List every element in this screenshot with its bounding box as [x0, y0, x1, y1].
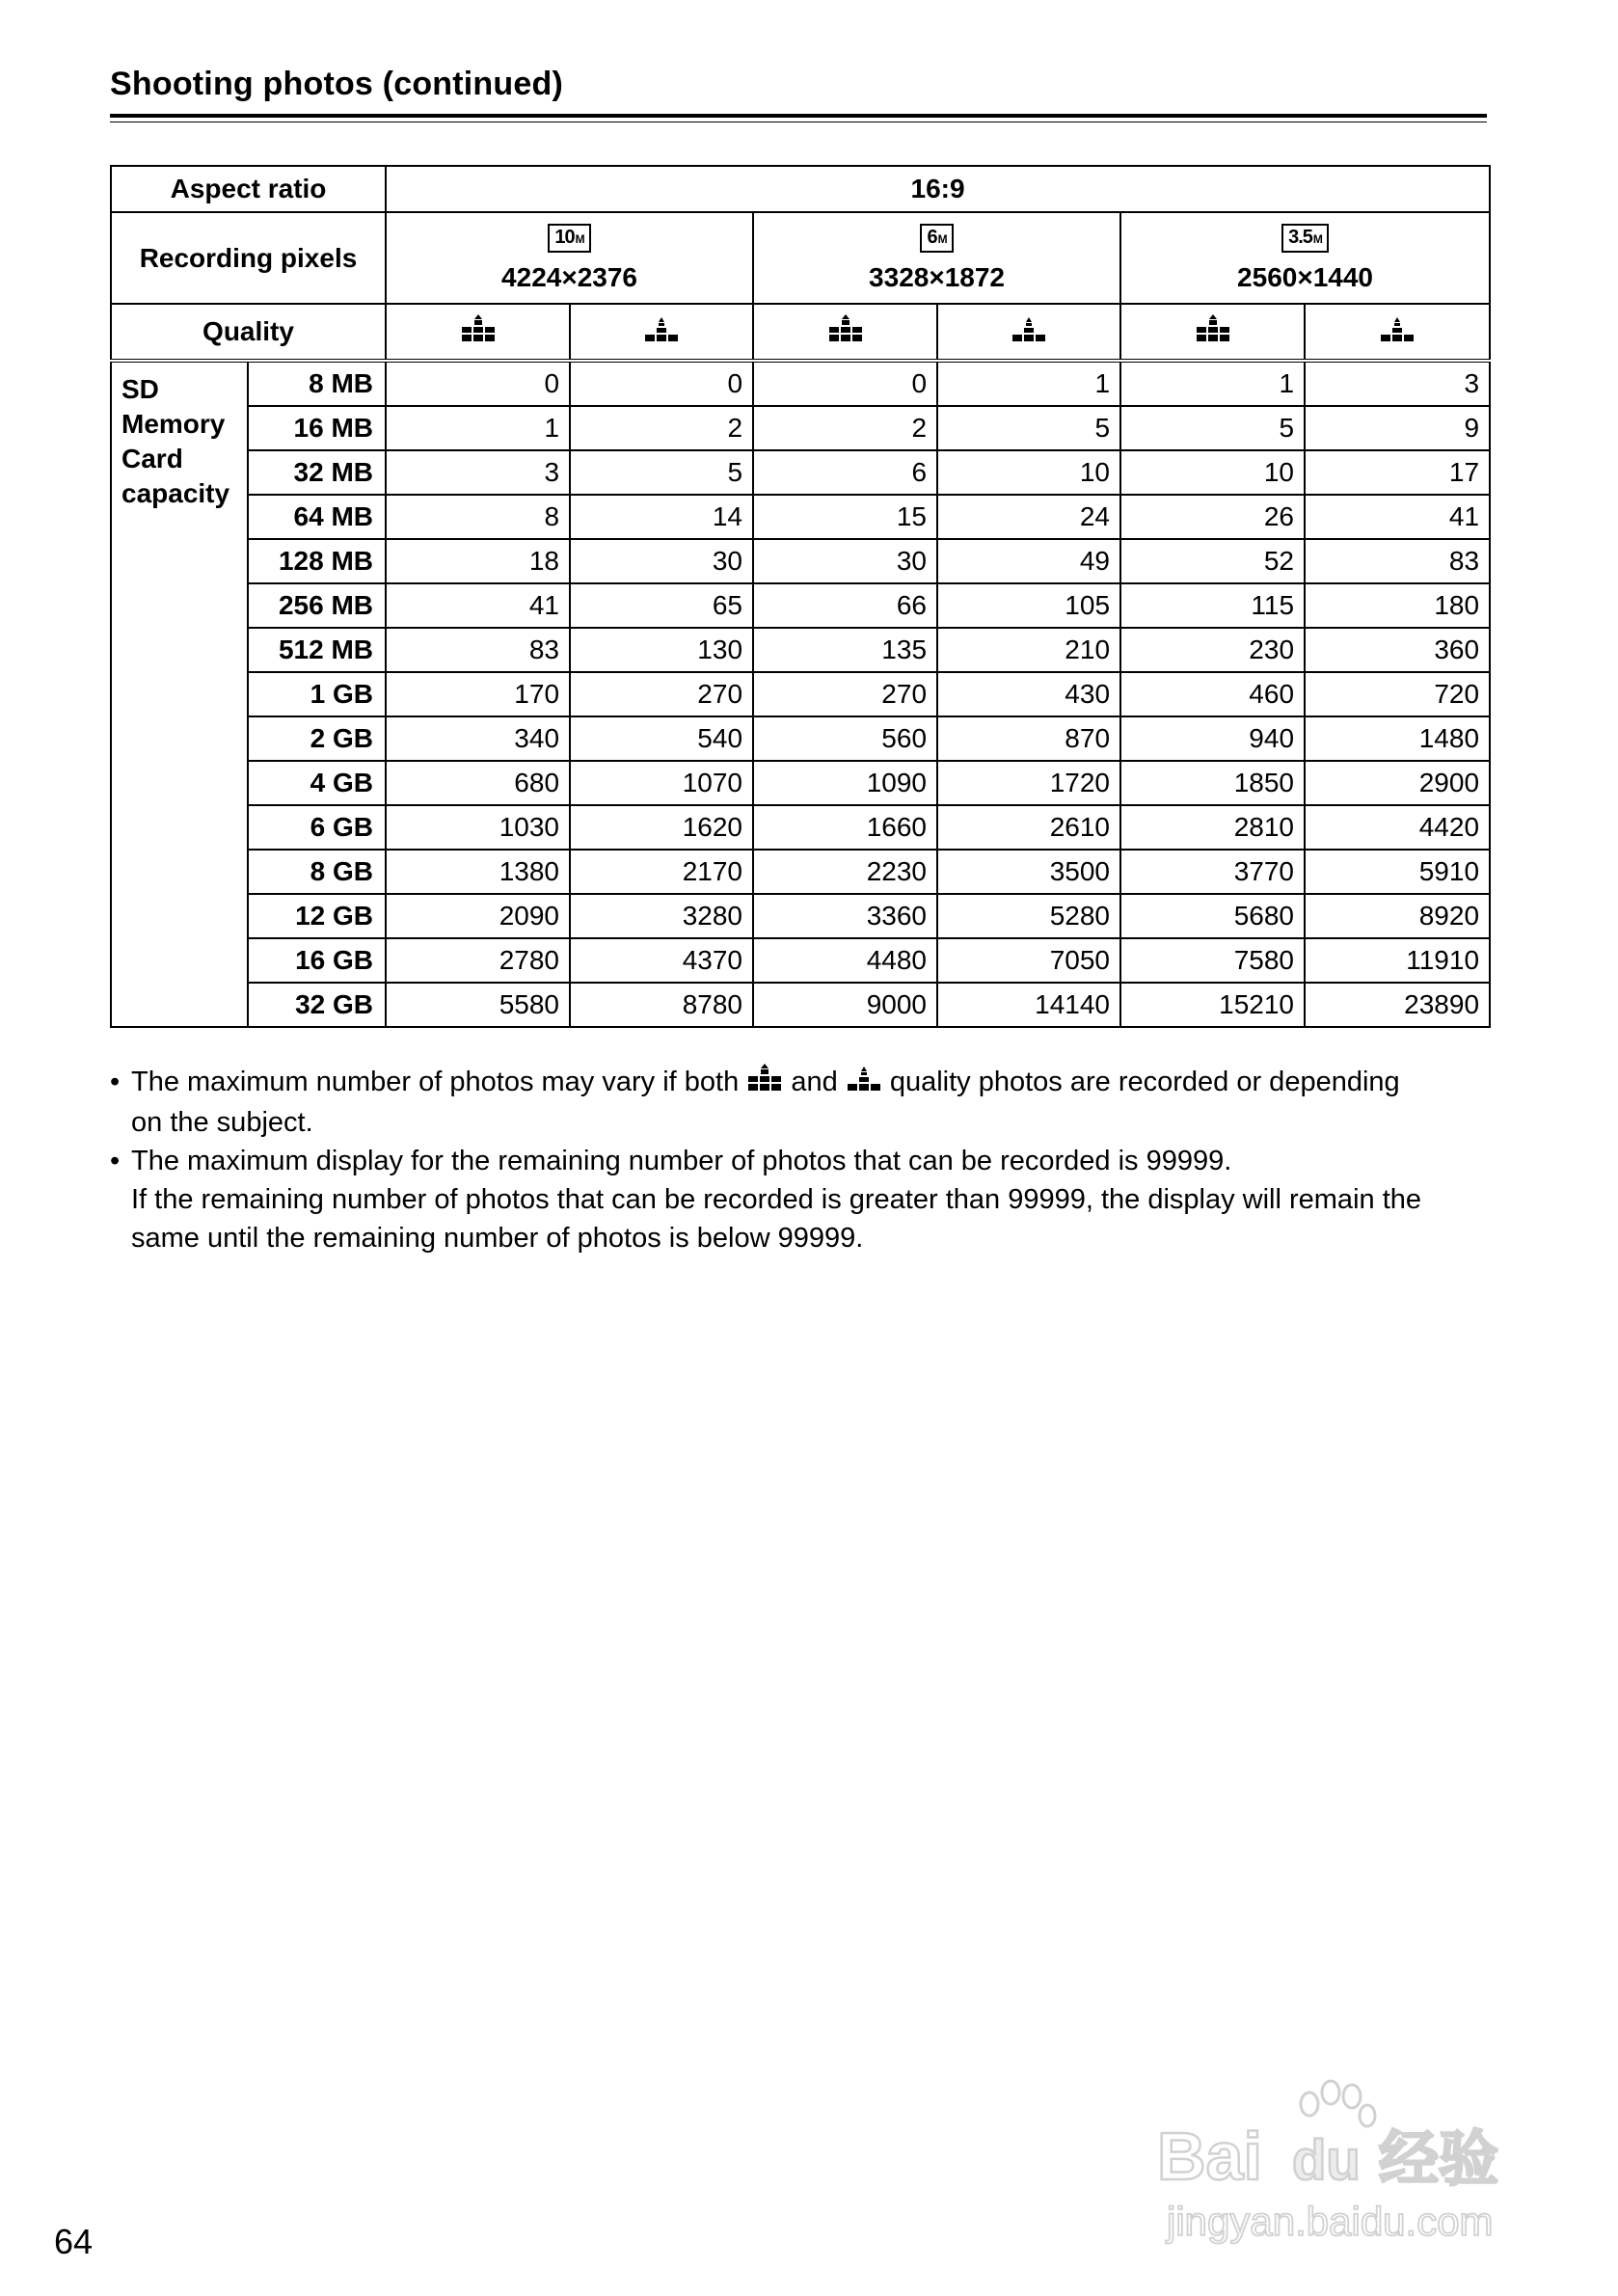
watermark-brand: Bai — [1157, 2119, 1262, 2194]
photo-count: 30 — [753, 539, 937, 583]
photo-count: 65 — [570, 583, 753, 628]
table-row — [111, 805, 1490, 850]
photo-count: 30 — [570, 539, 753, 583]
photo-count: 0 — [753, 361, 937, 406]
photo-count: 4480 — [753, 938, 937, 983]
table-row — [111, 583, 1490, 628]
photo-count: 2810 — [1120, 805, 1305, 850]
pixel-badge-icon: 6M — [920, 224, 953, 253]
photo-count: 66 — [753, 583, 937, 628]
photo-count: 10 — [937, 450, 1120, 495]
photo-count: 340 — [386, 716, 570, 761]
card-size: 16 MB — [248, 406, 386, 450]
note-text: and — [791, 1067, 838, 1097]
photo-count: 49 — [937, 539, 1120, 583]
photo-count: 3 — [386, 450, 570, 495]
photo-count: 1380 — [386, 850, 570, 894]
normal-quality-icon — [1379, 314, 1416, 350]
fine-quality-icon — [1195, 314, 1231, 350]
photo-count: 8 — [386, 495, 570, 539]
normal-quality-icon — [1011, 314, 1047, 350]
photo-count: 18 — [386, 539, 570, 583]
photo-count: 1720 — [937, 761, 1120, 805]
normal-quality-icon — [846, 1064, 882, 1103]
card-size: 12 GB — [248, 894, 386, 938]
pixel-resolution: 2560×1440 — [1237, 261, 1373, 292]
note-item — [110, 1142, 1498, 1257]
quality-cell — [753, 304, 937, 361]
card-size: 8 MB — [248, 361, 386, 406]
note-text: The maximum number of photos may vary if both — [131, 1067, 740, 1097]
card-size: 4 GB — [248, 761, 386, 805]
label-line: Card — [121, 444, 183, 473]
aspect-ratio-value: 16:9 — [386, 166, 1490, 212]
sd-card-capacity-label — [111, 361, 248, 1027]
photo-count: 24 — [937, 495, 1120, 539]
label-line: SD — [121, 374, 159, 404]
card-size: 256 MB — [248, 583, 386, 628]
photo-count: 5280 — [937, 894, 1120, 938]
photo-count: 23890 — [1305, 983, 1490, 1027]
photo-count: 1480 — [1305, 716, 1490, 761]
photo-count: 8920 — [1305, 894, 1490, 938]
table-row — [111, 495, 1490, 539]
watermark-url: jingyan.baidu.com — [1167, 2199, 1494, 2244]
photo-count: 7050 — [937, 938, 1120, 983]
aspect-ratio-label: Aspect ratio — [111, 166, 386, 212]
photo-count: 11910 — [1305, 938, 1490, 983]
pixel-resolution: 3328×1872 — [869, 261, 1005, 292]
label-line: Memory — [121, 409, 226, 439]
photo-count: 2610 — [937, 805, 1120, 850]
photo-count: 115 — [1120, 583, 1305, 628]
photo-count: 430 — [937, 672, 1120, 716]
pixel-group — [386, 212, 753, 304]
photo-count: 1660 — [753, 805, 937, 850]
photo-count: 41 — [386, 583, 570, 628]
note-text: on the subject. — [131, 1106, 313, 1138]
pixel-resolution: 4224×2376 — [501, 261, 637, 292]
photo-count: 720 — [1305, 672, 1490, 716]
card-size: 16 GB — [248, 938, 386, 983]
photo-count: 1090 — [753, 761, 937, 805]
table-row — [111, 983, 1490, 1027]
photo-count: 680 — [386, 761, 570, 805]
photo-count: 2090 — [386, 894, 570, 938]
photo-count: 105 — [937, 583, 1120, 628]
page-number: 64 — [54, 2222, 94, 2261]
card-size: 128 MB — [248, 539, 386, 583]
watermark-brand-2: du — [1292, 2129, 1361, 2192]
photo-count: 41 — [1305, 495, 1490, 539]
pixel-group — [1120, 212, 1490, 304]
photo-count: 3360 — [753, 894, 937, 938]
photo-count: 870 — [937, 716, 1120, 761]
fine-quality-icon — [746, 1064, 783, 1103]
photo-count: 180 — [1305, 583, 1490, 628]
page-title: Shooting photos (continued) — [110, 66, 563, 102]
photo-count: 5 — [570, 450, 753, 495]
photo-count: 1620 — [570, 805, 753, 850]
photo-count: 2170 — [570, 850, 753, 894]
photo-count: 9000 — [753, 983, 937, 1027]
card-size: 8 GB — [248, 850, 386, 894]
photo-count: 10 — [1120, 450, 1305, 495]
quality-label: Quality — [111, 304, 386, 361]
table-row — [111, 450, 1490, 495]
photo-count: 5910 — [1305, 850, 1490, 894]
table-row — [111, 894, 1490, 938]
photo-count: 270 — [570, 672, 753, 716]
pixel-badge-icon: 10M — [548, 224, 590, 253]
photo-count: 2 — [753, 406, 937, 450]
photo-count: 1 — [1120, 361, 1305, 406]
photo-count: 3770 — [1120, 850, 1305, 894]
fine-quality-icon — [460, 314, 497, 350]
photo-count: 9 — [1305, 406, 1490, 450]
photo-count: 7580 — [1120, 938, 1305, 983]
bullet: • — [110, 1145, 121, 1176]
photo-count: 26 — [1120, 495, 1305, 539]
photo-count: 83 — [1305, 539, 1490, 583]
photo-count: 460 — [1120, 672, 1305, 716]
photo-count: 135 — [753, 628, 937, 672]
card-size: 64 MB — [248, 495, 386, 539]
normal-quality-icon — [643, 314, 680, 350]
quality-cell — [386, 304, 570, 361]
note-text: The maximum display for the remaining number of photos that can be recorded is 99999. — [131, 1145, 1232, 1176]
photo-count: 540 — [570, 716, 753, 761]
note-item — [110, 1063, 1498, 1142]
card-size: 6 GB — [248, 805, 386, 850]
photo-count: 4420 — [1305, 805, 1490, 850]
photo-count: 560 — [753, 716, 937, 761]
bullet: • — [110, 1067, 121, 1097]
photo-count: 14 — [570, 495, 753, 539]
table-row — [111, 716, 1490, 761]
notes — [110, 1063, 1498, 1257]
photo-count: 1070 — [570, 761, 753, 805]
card-size: 512 MB — [248, 628, 386, 672]
quality-cell — [1120, 304, 1305, 361]
baidu-watermark-icon — [1138, 2064, 1543, 2256]
photo-count: 5580 — [386, 983, 570, 1027]
card-size: 2 GB — [248, 716, 386, 761]
table-row — [111, 850, 1490, 894]
photo-count: 2900 — [1305, 761, 1490, 805]
photo-count: 1030 — [386, 805, 570, 850]
fine-quality-icon — [827, 314, 864, 350]
photo-count: 2780 — [386, 938, 570, 983]
photo-count: 130 — [570, 628, 753, 672]
card-size: 32 GB — [248, 983, 386, 1027]
note-text: same until the remaining number of photos is below 99999. — [131, 1222, 864, 1254]
table-row — [111, 539, 1490, 583]
photo-count: 8780 — [570, 983, 753, 1027]
pixel-group — [753, 212, 1120, 304]
photo-count: 17 — [1305, 450, 1490, 495]
label-line: capacity — [121, 478, 230, 508]
photo-count: 940 — [1120, 716, 1305, 761]
table-row — [111, 672, 1490, 716]
quality-cell — [570, 304, 753, 361]
quality-cell — [1305, 304, 1490, 361]
photo-count: 230 — [1120, 628, 1305, 672]
table-row — [111, 406, 1490, 450]
table-row — [111, 361, 1490, 406]
photo-count: 5 — [937, 406, 1120, 450]
photo-count: 4370 — [570, 938, 753, 983]
photo-count: 1 — [937, 361, 1120, 406]
photo-count: 170 — [386, 672, 570, 716]
photo-count: 3280 — [570, 894, 753, 938]
photo-count: 15210 — [1120, 983, 1305, 1027]
photo-count: 15 — [753, 495, 937, 539]
photo-count: 360 — [1305, 628, 1490, 672]
photo-count: 5680 — [1120, 894, 1305, 938]
photo-count: 210 — [937, 628, 1120, 672]
title-rule — [110, 114, 1487, 118]
photo-count: 2 — [570, 406, 753, 450]
recording-pixels-label: Recording pixels — [111, 212, 386, 304]
photo-count: 0 — [386, 361, 570, 406]
photo-count: 3 — [1305, 361, 1490, 406]
photo-count: 270 — [753, 672, 937, 716]
table-row — [111, 761, 1490, 805]
note-text: If the remaining number of photos that can be recorded is greater than 99999, the display will remain the — [131, 1183, 1422, 1215]
photo-count: 0 — [570, 361, 753, 406]
table-row — [111, 628, 1490, 672]
photo-count: 6 — [753, 450, 937, 495]
quality-cell — [937, 304, 1120, 361]
photo-count: 5 — [1120, 406, 1305, 450]
table-row — [111, 938, 1490, 983]
photo-count: 1 — [386, 406, 570, 450]
pixel-badge-icon: 3.5M — [1281, 224, 1329, 253]
card-size: 1 GB — [248, 672, 386, 716]
capacity-table — [110, 165, 1491, 1028]
table-body — [111, 361, 1490, 1027]
photo-count: 83 — [386, 628, 570, 672]
watermark-cn: 经验 — [1379, 2123, 1499, 2194]
photo-count: 3500 — [937, 850, 1120, 894]
note-text: quality photos are recorded or depending — [889, 1067, 1400, 1097]
photo-count: 52 — [1120, 539, 1305, 583]
photo-count: 14140 — [937, 983, 1120, 1027]
photo-count: 1850 — [1120, 761, 1305, 805]
card-size: 32 MB — [248, 450, 386, 495]
photo-count: 2230 — [753, 850, 937, 894]
